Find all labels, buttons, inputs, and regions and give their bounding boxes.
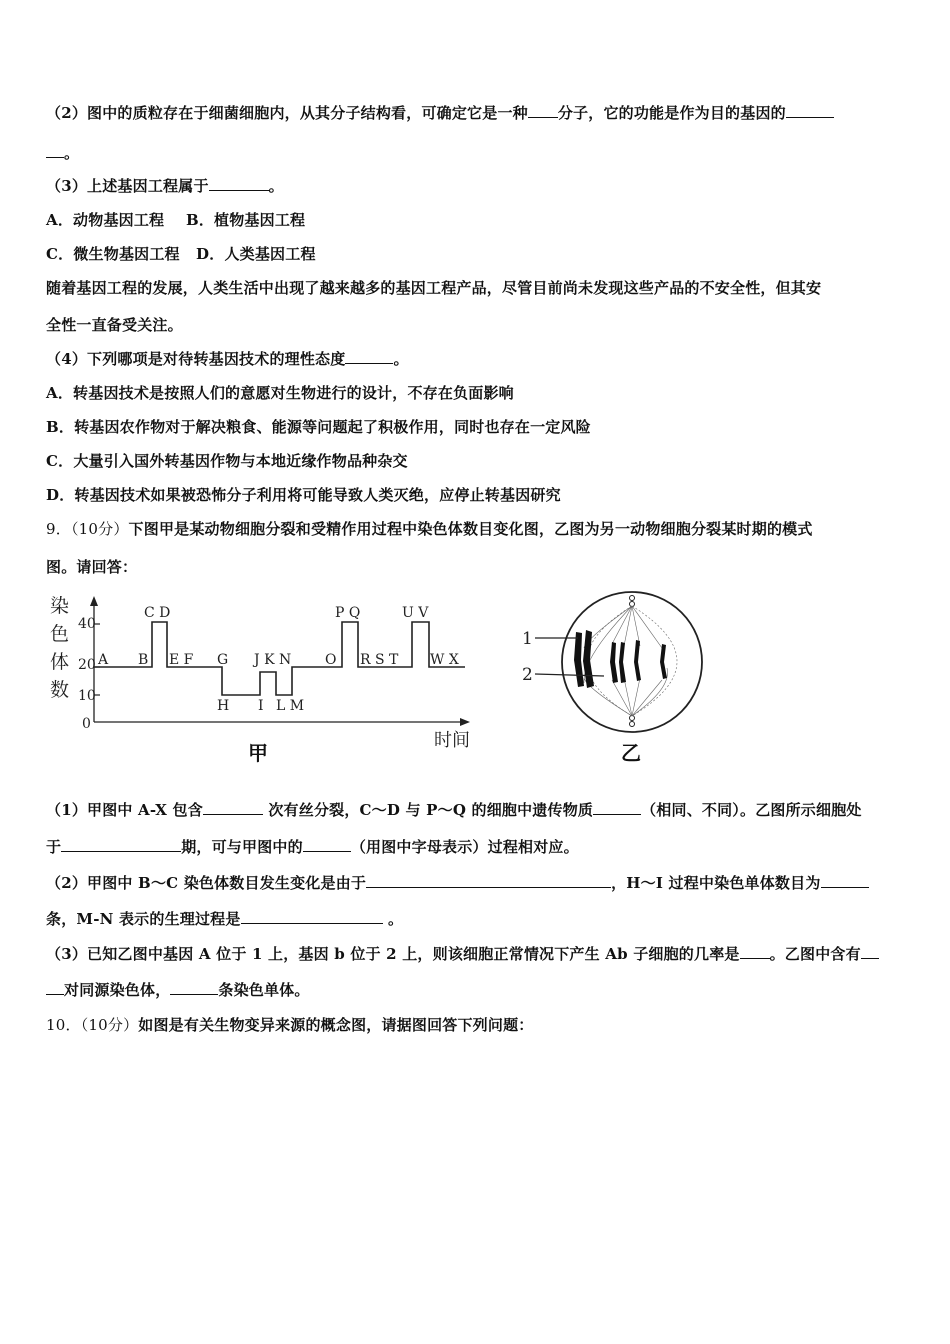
ylabel-char: 染: [50, 595, 70, 617]
ytick-10: 10: [78, 688, 96, 704]
question-number: 9．: [46, 520, 71, 538]
label-h: H: [217, 698, 230, 714]
label-i: I: [258, 698, 264, 714]
caption-yi: 乙: [621, 741, 641, 765]
option-b[interactable]: B．植物基因工程: [185, 211, 306, 229]
q8-part3-options-cd: [46, 243, 316, 264]
answer-blank[interactable]: [786, 103, 834, 118]
pointer-2: [535, 674, 604, 676]
q9-part2-line2: 条，M-N 表示的生理过程是 。: [46, 910, 404, 928]
chromosome-large-sister: [574, 632, 584, 687]
answer-blank[interactable]: [303, 837, 351, 852]
ytick-0: 0: [82, 716, 91, 732]
q8-part3: （3）上述基因工程属于 。: [46, 177, 284, 195]
caption-jia: 甲: [248, 741, 268, 765]
answer-blank[interactable]: [740, 944, 770, 959]
q8-part4: （4）下列哪项是对待转基因技术的理性态度 。: [46, 350, 409, 368]
q9-part1-line2: 于 期，可与甲图中的 （用图中字母表示）过程相对应。: [46, 838, 579, 856]
centriole-top: [630, 596, 635, 607]
answer-blank[interactable]: [241, 909, 383, 924]
answer-blank[interactable]: [203, 800, 263, 815]
label-1: 1: [522, 629, 533, 649]
chromosome-mid-sister: [619, 642, 626, 683]
answer-blank[interactable]: [46, 980, 64, 995]
answer-blank[interactable]: [209, 176, 269, 191]
ylabel-char: 数: [50, 679, 70, 701]
q8-part2-line1: （2）图中的质粒存在于细菌细胞内，从其分子结构看，可确定它是一种 分子，它的功能是作为目的基因的: [46, 102, 834, 123]
q10-stem: 10．（10分）如图是有关生物变异来源的概念图，请据图回答下列问题：: [46, 1016, 534, 1034]
label-ef: E F: [169, 652, 194, 668]
answer-blank[interactable]: [366, 873, 611, 888]
q8-intro-line2: 全性一直备受关注。: [46, 316, 183, 334]
ylabel-char: 色: [50, 623, 70, 645]
label-wx: W X: [430, 652, 459, 668]
centriole-bottom: [630, 716, 635, 727]
q8-part3-options-ab: [46, 209, 305, 230]
y-axis-arrow: [90, 596, 98, 606]
chromosome-small: [660, 644, 667, 679]
q8-part2-line2: 。: [46, 142, 79, 163]
q9-stem-line2: 图。请回答：: [46, 558, 138, 576]
answer-blank[interactable]: [46, 143, 64, 158]
answer-blank[interactable]: [345, 349, 393, 364]
label-uv: U V: [402, 605, 429, 621]
q9-part1-line1: （1）甲图中 A-X 包含 次有丝分裂，C～D 与 P～Q 的细胞中遗传物质 （相同、不同）。乙图所示细胞处: [46, 801, 862, 819]
label-rst: R S T: [360, 652, 399, 668]
label-o: O: [325, 652, 337, 668]
chromosomes: [574, 630, 667, 688]
chromosome-right: [634, 640, 641, 681]
label-pq: P Q: [335, 605, 361, 621]
answer-blank[interactable]: [861, 944, 879, 959]
option-a[interactable]: A．动物基因工程: [46, 211, 165, 229]
q9-part3-line1: （3）已知乙图中基因 A 位于 1 上，基因 b 位于 2 上，则该细胞正常情况下产生 Ab 子细胞的几率是 。乙图中含有: [46, 943, 879, 964]
label-lm: L M: [276, 698, 305, 714]
figure-yi-cell-division: [512, 588, 712, 773]
q8-part4-option-b[interactable]: B．转基因农作物对于解决粮食、能源等问题起了积极作用，同时也存在一定风险: [46, 418, 591, 436]
q9-stem-line1: 9．（10分）下图甲是某动物细胞分裂和受精作用过程中染色体数目变化图，乙图为另一动物细胞分裂某时期的模式: [46, 520, 813, 538]
question-score: （10分）: [80, 1016, 139, 1034]
label-cd: C D: [144, 605, 171, 621]
x-axis-arrow: [460, 718, 470, 726]
question-score: （10分）: [70, 520, 129, 538]
label-g: G: [217, 652, 229, 668]
answer-blank[interactable]: [170, 980, 218, 995]
option-c[interactable]: C．微生物基因工程: [46, 245, 180, 263]
label-a: A: [98, 652, 109, 668]
q9-part2-line1: （2）甲图中 B～C 染色体数目发生变化是由于 ，H～I 过程中染色单体数目为: [46, 872, 869, 893]
answer-blank[interactable]: [821, 873, 869, 888]
answer-blank[interactable]: [61, 837, 181, 852]
answer-blank[interactable]: [528, 103, 558, 118]
label-jkn: J K N: [254, 652, 292, 668]
label-2: 2: [522, 665, 533, 685]
cell-membrane: [562, 592, 702, 732]
q8-part4-option-c[interactable]: C．大量引入国外转基因作物与本地近缘作物品种杂交: [46, 452, 408, 470]
answer-blank[interactable]: [593, 800, 641, 815]
q8-part4-option-a[interactable]: A．转基因技术是按照人们的意愿对生物进行的设计，不存在负面影响: [46, 384, 514, 402]
question-number: 10．: [46, 1016, 81, 1034]
option-d[interactable]: D．人类基因工程: [196, 245, 316, 263]
figure-jia-chromosome-graph: [40, 588, 490, 773]
q8-part4-option-d[interactable]: D．转基因技术如果被恐怖分子利用将可能导致人类灭绝，应停止转基因研究: [46, 486, 561, 504]
label-b: B: [138, 652, 149, 668]
q8-intro-line1: 随着基因工程的发展，人类生活中出现了越来越多的基因工程产品，尽管目前尚未发现这些产品的不安全性，但其安: [46, 279, 822, 297]
ylabel-char: 体: [50, 651, 70, 673]
x-axis-label: 时间: [434, 730, 470, 751]
q9-part3-line2: 对同源染色体， 条染色单体。: [46, 979, 310, 1000]
ytick-20: 20: [78, 657, 96, 673]
ytick-40: 40: [78, 616, 96, 632]
chromosome-mid: [610, 642, 618, 683]
